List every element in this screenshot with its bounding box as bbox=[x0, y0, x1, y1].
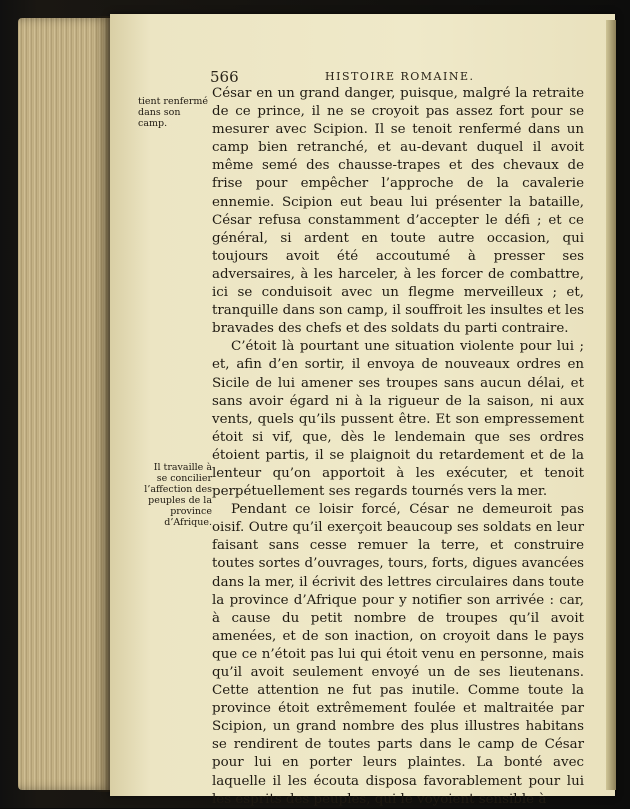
paragraph-2: C’étoit là pourtant une situation violente pour lui ; et, afin d’en sortir, il envoya de nouveaux ordres en Sicile de lui amener ses troupes sans aucun délai, et sans avoir égard ni à la rigueur de la saison, ni aux vents, quels qu’ils pussent être. Et son empressement étoit si vif, que, dès le lendemain que ses ordres étoient partis, il se plaignoit du retardement et de la lenteur qu’on apportoit à les exécuter, et tenoit perpétuellement ses regards tournés vers la mer. bbox=[212, 339, 584, 500]
paragraph-1: César en un grand danger, puisque, malgré la retraite de ce prince, il ne se croyoit pas assez fort pour se mesurer avec Scipion. Il se tenoit renfermé dans un camp bien retranché, et au-devant duquel il avoit même semé des chausse-trapes et des chevaux de frise pour empêcher l’approche de la cavalerie ennemie. Scipion eut beau lui présenter la bataille, César refusa constamment d’accepter le défi ; et ce général, si ardent en toute autre occasion, qui toujours avoit été accoutumé à presser ses adversaires, à les harceler, à les forcer de combattre, ici se conduisoit avec un flegme merveilleux ; et, tranquille dans son camp, il souffroit les insultes et les bravades des chefs et des soldats du parti contraire. bbox=[212, 86, 584, 337]
body-text bbox=[212, 85, 584, 809]
margin-note-camp: tient renfermé dans son camp. bbox=[138, 96, 209, 129]
page-number: 566 bbox=[210, 68, 239, 86]
paragraph-3: Pendant ce loisir forcé, César ne demeuroit pas oisif. Outre qu’il exerçoit beaucoup ses soldats en leur faisant sans cesse remuer la terre, et construire toutes sortes d’ouvrages, tours, forts, digues avancées dans la mer, il écrivit des lettres circulaires dans toute la province d’Afrique pour y notifier son arrivée : car, à cause du petit nombre de troupes qu’il avoit amenées, et de son inaction, on croyoit dans le pays que ce n’étoit pas lui qui étoit venu en personne, mais qu’il avoit seulement envoyé un de ses lieutenans. Cette attention ne fut pas inutile. Comme toute la province étoit extrêmement foulée et maltraitée par Scipion, un grand nombre des plus illustres habitans se rendirent de toutes parts dans le camp de César pour lui en porter leurs plaintes. La bonté avec laquelle il les écouta disposa favorablement pour lui les esprits des peuples, qui le voyoient sensible à bbox=[212, 502, 584, 807]
page-right-edge bbox=[606, 20, 616, 790]
running-head: HISTOIRE ROMAINE. bbox=[325, 70, 475, 83]
margin-note-afrique: Il travaille à se concilier l’affection des peuples de la province d’Afrique. bbox=[144, 462, 212, 528]
